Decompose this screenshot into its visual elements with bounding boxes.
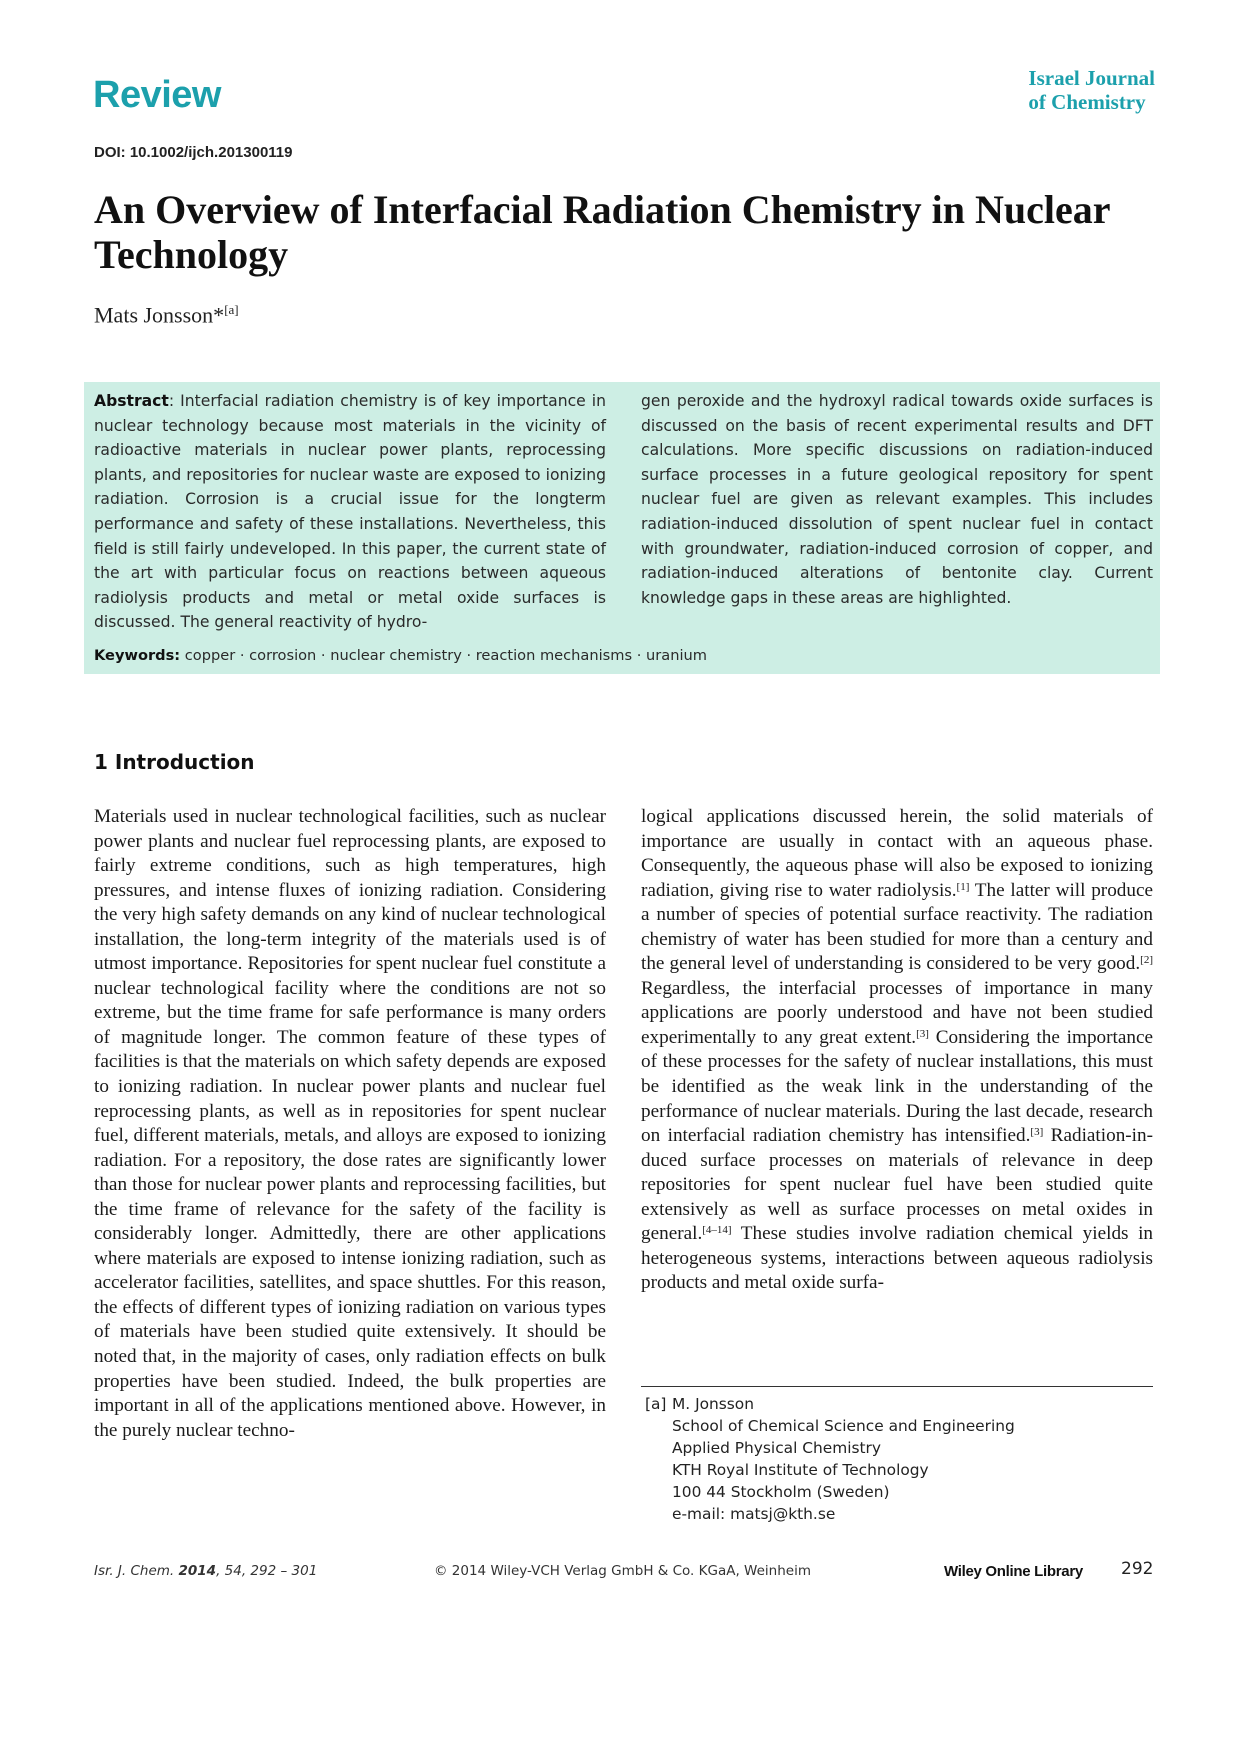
affiliation-block [645, 1393, 1015, 1525]
journal-logo-line1: Israel Journal [1028, 66, 1155, 90]
citation-ref[interactable]: [2] [1140, 954, 1153, 967]
page-number: 292 [1121, 1559, 1154, 1579]
affiliation-name: M. Jonsson [672, 1395, 754, 1413]
citation-ref[interactable]: [1] [956, 880, 970, 893]
author [94, 302, 239, 328]
abstract-right-column: gen peroxide and the hydroxyl radical towards oxide surfaces is discussed on the basis of recent experimental results and DFT calculations. More specific discussions on radiation-induced surface processes in a future geological repository for spent nuclear fuel are given as relevant examples. This includes radiation-induced dissolution of spent nuclear fuel in contact with groundwater, radiation-induced corrosion of copper, and radiation-induced alterations of bentonite clay. Current knowledge gaps in these areas are highlighted. [641, 392, 1153, 607]
body-right-column [641, 805, 1153, 1296]
footer-volume-pages: , 54, 292 – 301 [216, 1563, 318, 1579]
affiliation-email[interactable]: e-mail: matsj@kth.se [672, 1505, 836, 1523]
journal-logo-line2: of Chemistry [1028, 90, 1146, 114]
section-tag: Review [93, 74, 221, 116]
body-text: The latter will produce a number of species of potential surface reactivity. The radiation chemistry of water has been studied for more than a century and the general level of understanding is considered to be very good. [641, 879, 1154, 975]
body-left-column: Materials used in nuclear technological facilities, such as nuclear power plants and nuclear fuel reprocessing plants, are exposed to fairly extreme conditions, such as high temperatures, high pressures, and intense fluxes of ionizing radiation. Considering the very high safety demands on any kind of nuclear technological installation, the long-term integrity of the materials used is of utmost importance. Repositories for spent nuclear fuel constitute a nuclear technological facility where the conditions are not so extreme, but the time frame for safe performance is many orders of magnitude longer. The common feature of these types of facilities is that the materials on which safety depends are exposed to ionizing radiation. In nuclear power plants and nuclear fuel reprocessing plants, as well as in repositories for spent nuclear fuel, different materials, metals, and alloys are exposed to ionizing radiation. For a repository, the dose rates are significantly lower than those for nuclear power plants and reprocessing facilities, but the time frame of relevance for the safety of the facility is considerably longer. Admittedly, there are other applications where materials are exposed to intense ionizing radiation, such as accelerator facilities, satellites, and space shuttles. For this reason, the effects of different types of ionizing radiation on various types of materials have been studied quite extensively. It should be noted that, in the majority of cases, only radiation effects on bulk properties have been studied. Indeed, the bulk properties are important in all of the applications mentioned above. However, in the purely nuclear techno- [94, 806, 606, 1441]
author-affil-mark: [a] [224, 302, 239, 317]
body-text: Considering the importance of these processes for the safety of nuclear installations, this must be identified as the weak link in the understanding of the performance of nuclear materials. During the last decade, research on interfacial radiation chemistry has intensified. [641, 1026, 1153, 1147]
affiliation-line: School of Chemical Science and Engineering [672, 1417, 1015, 1435]
body-text: logical applications discussed herein, the solid materials of importance are usually in contact with an aqueous phase. Consequently, the aqueous phase will also be exposed to ionizing radiation, giving rise to water radiolysis. [641, 806, 1153, 901]
abstract-label: Abstract [94, 392, 169, 410]
body-text: These studies involve radiation chemical yields in heterogeneous systems, interactions between aqueous radiolysis products and metal oxide surfa- [641, 1223, 1153, 1294]
affiliation-line: 100 44 Stockholm (Sweden) [672, 1483, 890, 1501]
keywords-list: copper · corrosion · nuclear chemistry · reaction mechanisms · uranium [184, 647, 707, 664]
doi: DOI: 10.1002/ijch.201300119 [94, 144, 293, 161]
affiliation-mark: [a] [645, 1395, 667, 1413]
abstract-text-left: : Interfacial radiation chemistry is of key importance in nuclear technology because most materials in the vicinity of radioactive materials in nuclear power plants, reprocessing plants, and repositories for nuclear waste are exposed to ionizing radiation. Corrosion is a crucial issue for the longterm performance and safety of these installations. Nevertheless, this field is still fairly undeveloped. In this paper, the current state of the art with particular focus on reactions between aqueous radiolysis products and metal or metal oxide surfaces is discussed. The general reactivity of hydro- [94, 392, 606, 632]
citation-ref[interactable]: [4–14] [702, 1224, 732, 1237]
footer-citation [94, 1563, 317, 1579]
body-text: Radiation-induced surface processes on materials of relevance in deep repositories for spent nuclear fuel have been studied quite extensively as well as surface processes on metal oxides in general. [641, 1125, 1153, 1245]
author-name: Mats Jonsson* [94, 302, 225, 328]
citation-ref[interactable]: [3] [1030, 1126, 1044, 1139]
keywords-label: Keywords: [94, 647, 181, 664]
keywords [94, 647, 707, 664]
section-heading: 1 Introduction [94, 750, 255, 774]
footer-year: 2014 [178, 1563, 217, 1579]
citation-ref[interactable]: [3] [916, 1027, 929, 1040]
abstract-left-column [94, 389, 606, 635]
footer-copyright: © 2014 Wiley-VCH Verlag GmbH & Co. KGaA, Weinheim [434, 1563, 811, 1579]
wiley-online-library-link[interactable]: Wiley Online Library [944, 1563, 1083, 1580]
article-title: An Overview of Interfacial Radiation Chemistry in Nuclear Technology [94, 187, 1110, 277]
affiliation-line: KTH Royal Institute of Technology [672, 1461, 929, 1479]
affiliation-line: Applied Physical Chemistry [672, 1439, 881, 1457]
body-text: Regardless, the interfacial processes of importance in many applications are poorly understood and have not been studied experimentally to any great extent. [641, 977, 1153, 1048]
affiliation-divider [641, 1386, 1153, 1387]
journal-logo [1028, 66, 1155, 114]
footer-journal: Isr. J. Chem. [94, 1563, 175, 1579]
